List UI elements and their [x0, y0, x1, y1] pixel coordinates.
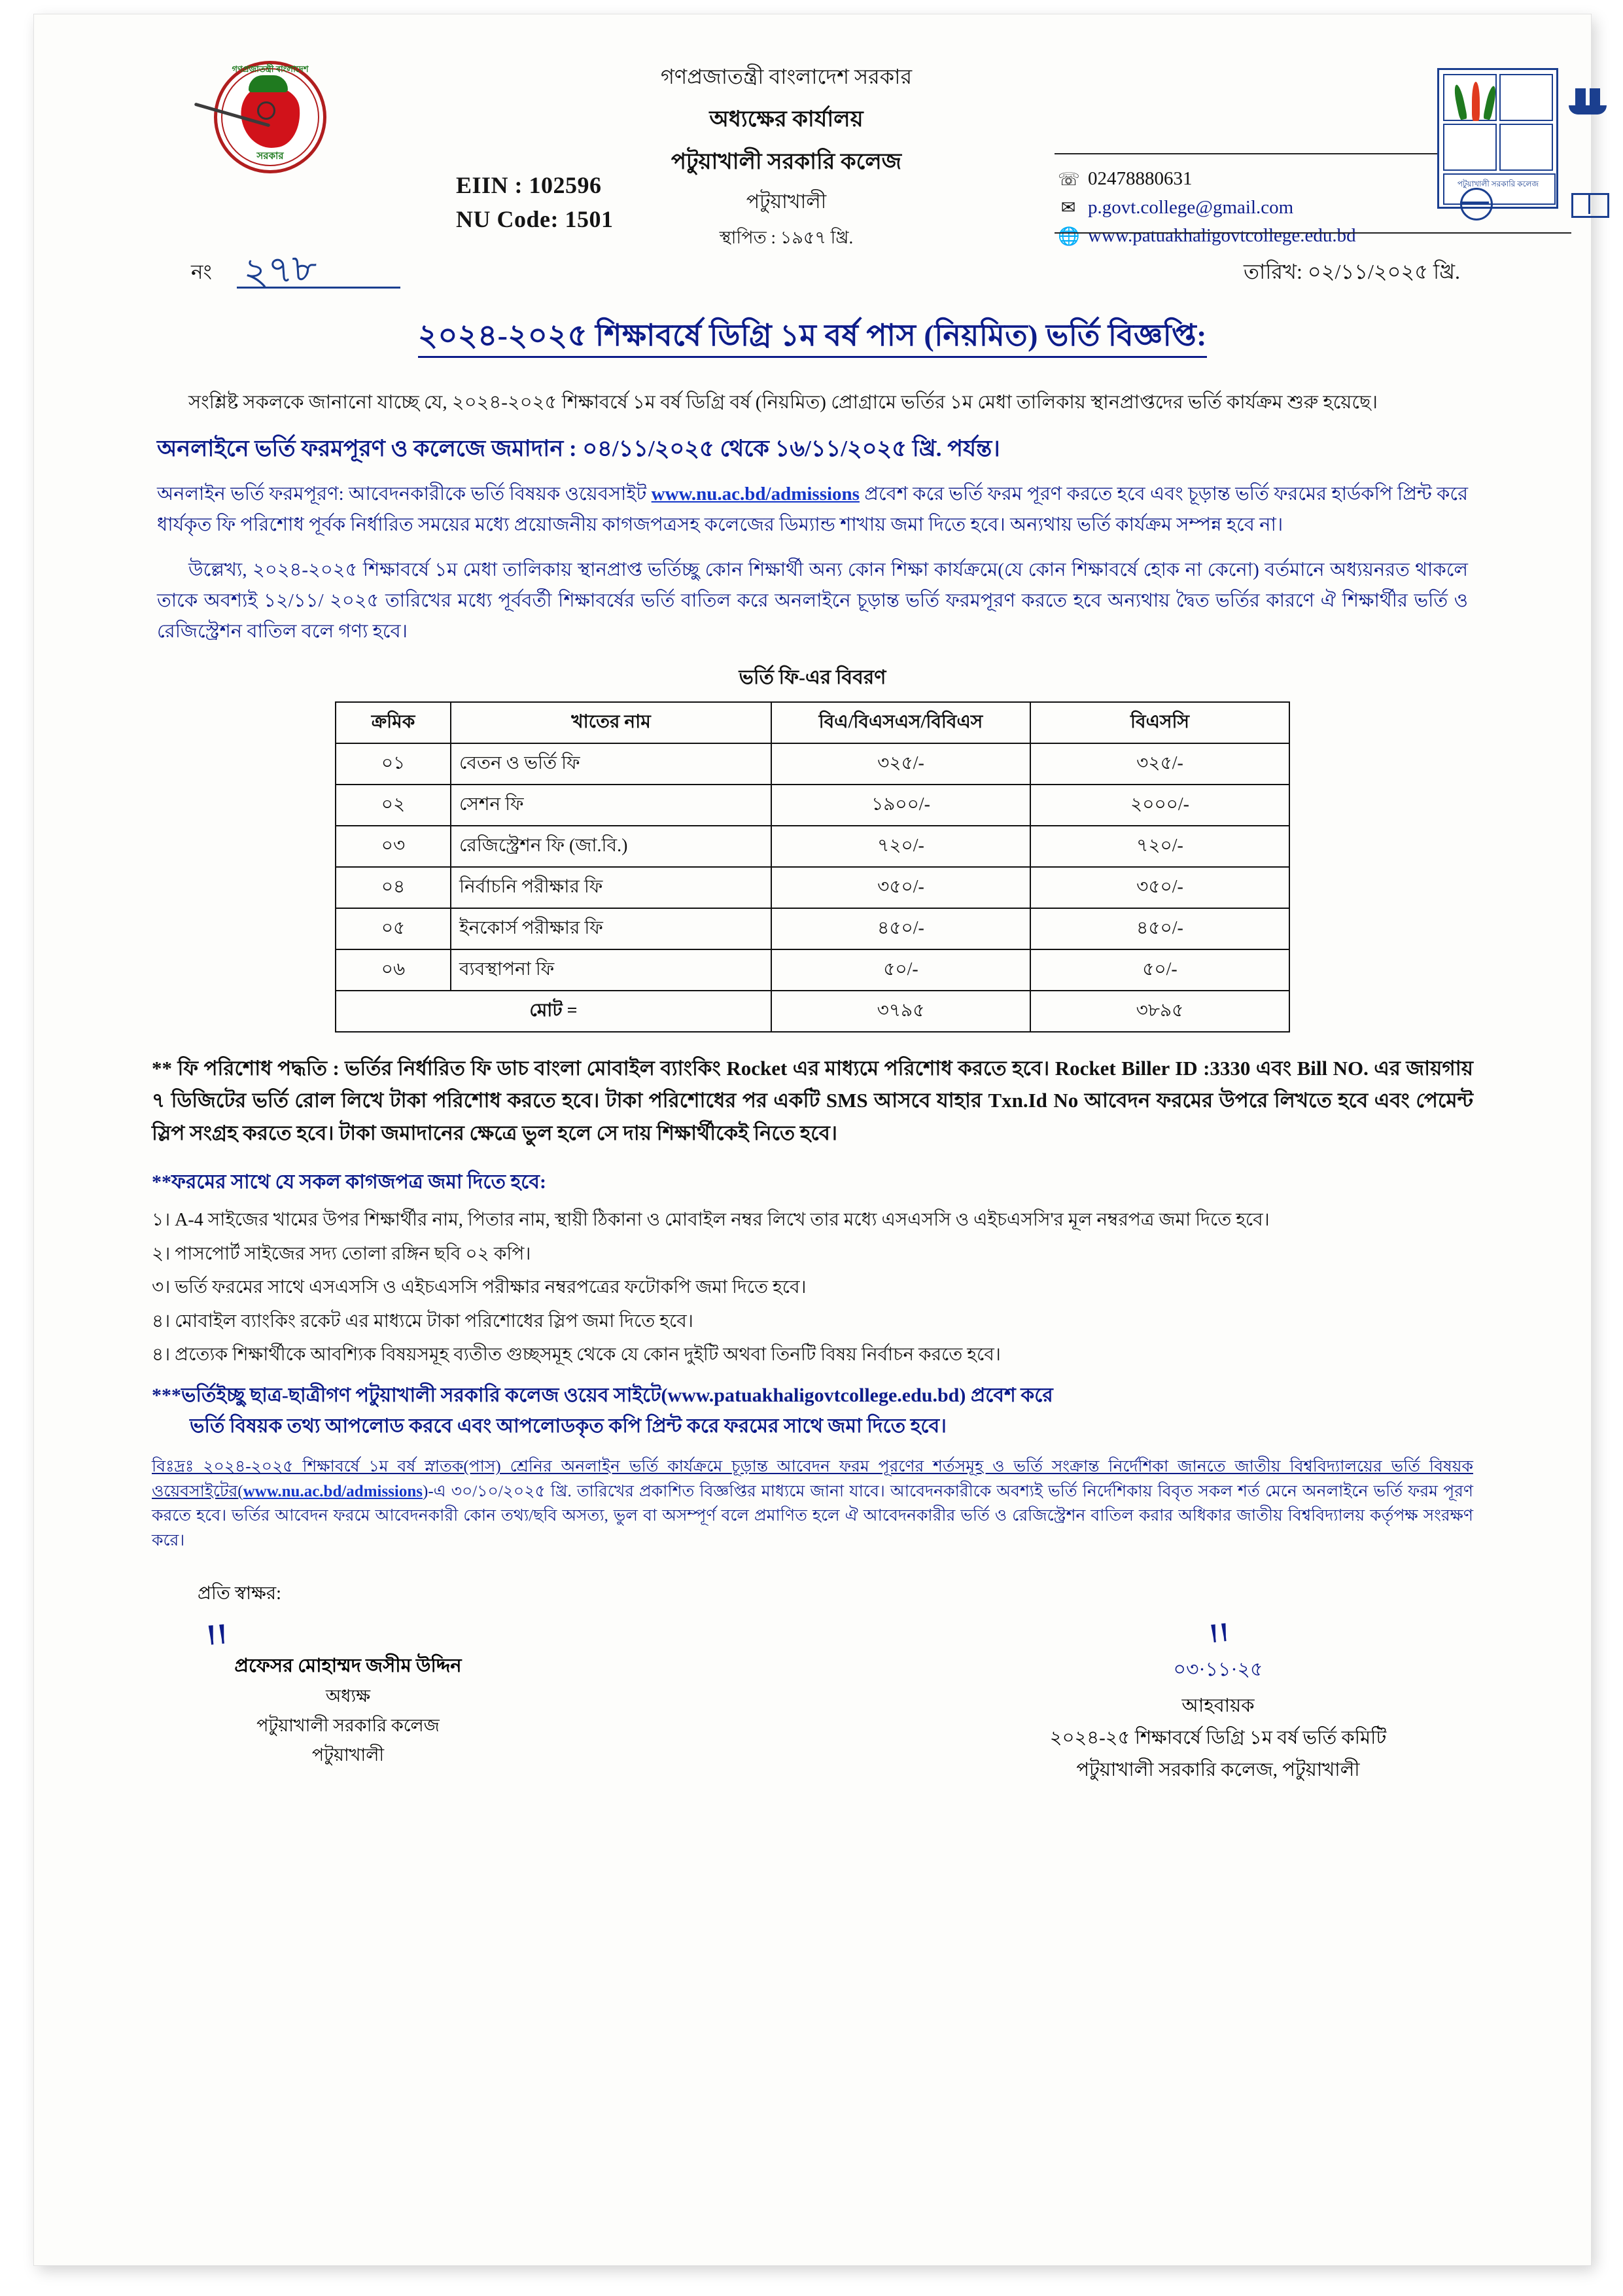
fee-row-bsc: ৩২৫/-	[1030, 743, 1289, 785]
fee-row-serial: ০১	[336, 743, 451, 785]
fee-row-name: ইনকোর্স পরীক্ষার ফি	[451, 908, 771, 949]
online-form-text-b: প্রবেশ করে ভর্তি ফরম পূরণ করতে হবে এবং চূড়ান্ত ভর্তি ফরমের হার্ডকপি প্রিন্ট করে ধার্যকৃত ফি পরিশোধ পূর্বক নির্ধারিত সময়ের মধ্যে প্রয়োজনীয় কাগজপত্রসহ কলেজের ডিম্যান্ড শাখায় জমা দিতে হবে। অন্যথায় ভর্তি কার্যক্রম সম্পন্ন হবে না।	[157, 483, 1469, 535]
bangladesh-government-emblem-icon	[201, 57, 338, 178]
payment-line2-d: এর জায়গায় ৭ ডিজিটের ভর্তি রোল লিখে টাকা পরিশোধ করতে হবে।	[152, 1056, 1473, 1112]
list-item: ১। A-4 সাইজের খামের উপর শিক্ষার্থীর নাম, পিতার নাম, স্থায়ী ঠিকানা ও মোবাইল নম্বর লিখে তার মধ্যে এসএসসি ও এইচএসসি'র মূল নম্বরপত্র জমা দিতে হবে।	[152, 1210, 1270, 1231]
principal-signature-block	[178, 1579, 518, 1771]
payment-line3-b: আসবে যাহার	[867, 1089, 988, 1112]
fee-table-caption: ভর্তি ফি-এর বিবরণ	[739, 666, 886, 688]
notice-body	[80, 387, 1545, 1033]
office-line: অধ্যক্ষের কার্যালয়	[709, 107, 864, 132]
table-row	[336, 785, 1289, 826]
fee-col-serial: ক্রমিক	[336, 702, 451, 743]
fee-col-bsc: বিএসসি	[1030, 702, 1289, 743]
fee-table-total-row	[336, 991, 1289, 1032]
fee-row-bsc: ৩৫০/-	[1030, 867, 1289, 908]
payment-line2-b: এবং	[1250, 1056, 1297, 1080]
college-name-line: পটুয়াখালী সরকারি কলেজ	[671, 150, 902, 174]
fee-total-bsc: ৩৮৯৫	[1030, 991, 1289, 1032]
eiin-label: EIIN : 102596	[456, 172, 602, 198]
college-logo-icon	[1437, 68, 1558, 209]
payment-line3-c: আবেদন ফরমের উপরে লিখতে হবে এবং পেমেন্ট স্লিপ সংগ্রহ করতে হবে। টাকা জমাদানের ক্ষেত্রে ভুল হলে সে দায় শিক্ষার্থীকেই নিতে হবে।	[152, 1089, 1474, 1144]
fee-row-name: ব্যবস্থাপনা ফি	[451, 949, 771, 991]
fee-row-serial: ০৫	[336, 908, 451, 949]
notes-section	[80, 1052, 1545, 1553]
web-note-line2: ভর্তি বিষয়ক তথ্য আপলোড করবে এবং আপলোডকৃত কপি প্রিন্ট করে ফরমের সাথে জমা দিতে হবে।	[190, 1415, 947, 1437]
sms-label: SMS	[826, 1089, 868, 1112]
bill-no-label: Bill NO.	[1297, 1056, 1369, 1080]
txnid-label: Txn.Id No	[988, 1089, 1079, 1112]
fee-row-serial: ০২	[336, 785, 451, 826]
payment-instructions	[152, 1052, 1473, 1150]
documents-list	[152, 1206, 1473, 1369]
signature-area	[80, 1579, 1545, 1795]
nu-admissions-footnote-link[interactable]: www.nu.ac.bd/admissions	[243, 1482, 423, 1500]
fee-row-bsc: ৭২০/-	[1030, 826, 1289, 867]
payment-line3-a: টাকা পরিশোধের পর একটি	[605, 1089, 826, 1112]
memo-number-underline	[237, 287, 400, 289]
college-website-note	[152, 1381, 1473, 1441]
fee-table	[335, 701, 1290, 1033]
fee-table-header-row	[336, 702, 1289, 743]
memo-number-label: নং	[191, 260, 212, 283]
fee-row-serial: ০৬	[336, 949, 451, 991]
online-form-text-a: অনলাইন ভর্তি ফরমপূরণ: আবেদনকারীকে ভর্তি বিষয়ক ওয়েবসাইট	[157, 483, 647, 504]
fee-total-ba: ৩৭৯৫	[771, 991, 1030, 1032]
email-address[interactable]: p.govt.college@gmail.com	[1088, 196, 1294, 218]
nu-admissions-link[interactable]: www.nu.ac.bd/admissions	[651, 483, 860, 504]
payment-line1-a: ** ফি পরিশোধ পদ্ধতি : ভর্তির নির্ধারিত ফি ডাচ বাংলা মোবাইল ব্যাংকিং	[152, 1056, 727, 1080]
place-line: পটুয়াখালী	[746, 191, 827, 213]
fee-row-bsc: ৪৫০/-	[1030, 908, 1289, 949]
established-line: স্থাপিত : ১৯৫৭ খ্রি.	[719, 228, 854, 247]
fee-row-name: সেশন ফি	[451, 785, 771, 826]
convener-signature-block	[969, 1618, 1467, 1787]
table-row	[336, 826, 1289, 867]
web-note-text-b: ) প্রবেশ করে	[959, 1385, 1053, 1407]
government-line: গণপ্রজাতন্ত্রী বাংলাদেশ সরকার	[660, 65, 913, 88]
fee-row-bsc: ৫০/-	[1030, 949, 1289, 991]
admission-dates-line: অনলাইনে ভর্তি ফরমপূরণ ও কলেজে জমাদান : ০৪/১১/২০২৫ থেকে ১৬/১১/২০২৫ খ্রি. পর্যন্ত।	[157, 435, 1000, 461]
contact-block	[1058, 165, 1356, 251]
college-website-link[interactable]: www.patuakhaligovtcollege.edu.bd	[667, 1385, 960, 1407]
memo-date: তারিখ: ০২/১১/২০২৫ খ্রি.	[1243, 260, 1460, 283]
convener-org: পটুয়াখালী সরকারি কলেজ, পটুয়াখালী	[1076, 1759, 1360, 1781]
principal-signature-mark: ꞋꞋ	[203, 1617, 228, 1663]
principal-org: পটুয়াখালী সরকারি কলেজ	[256, 1716, 440, 1736]
convener-signature-date: ০৩·১১·২৫	[1173, 1659, 1263, 1681]
fee-col-name: খাতের নাম	[451, 702, 771, 743]
fee-col-ba: বিএ/বিএসএস/বিবিএস	[771, 702, 1030, 743]
contact-divider-bottom	[1055, 232, 1571, 234]
website-address[interactable]: www.patuakhaligovtcollege.edu.bd	[1088, 225, 1356, 246]
phone-number: 02478880631	[1088, 168, 1193, 189]
footnote-block	[152, 1455, 1473, 1553]
paragraph-online-form	[157, 479, 1468, 540]
letterhead	[80, 41, 1545, 247]
list-item: ২। পাসপোর্ট সাইজের সদ্য তোলা রঙ্গিন ছবি ০২ কপি।	[152, 1243, 531, 1264]
mail-icon: ✉	[1060, 198, 1076, 217]
page-title	[80, 313, 1545, 362]
emblem-bottom-text: সরকার	[256, 151, 284, 162]
emblem-top-text: গণপ্রজাতন্ত্রী বাংলাদেশ	[232, 64, 309, 74]
fee-row-serial: ০৪	[336, 867, 451, 908]
memo-number-value: ২৭৮	[241, 245, 319, 294]
paragraph-dual-admission: উল্লেখ্য, ২০২৪-২০২৫ শিক্ষাবর্ষে ১ম মেধা তালিকায় স্থানপ্রাপ্ত ভর্তিচ্ছু কোন শিক্ষার্থী অন্য কোন শিক্ষা কার্যক্রমে(যে কোন শিক্ষাবর্ষে হোক না কেনো) বর্তমানে অধ্যয়নরত থাকলে তাকে অবশ্যই ১২/১১/ ২০২৫ তারিখের মধ্যে পূর্ববর্তী শিক্ষাবর্ষের ভর্তি বাতিল করে অনলাইনে চূড়ান্ত ভর্তি ফরমপূরণ করতে হবে অন্যথায় দ্বৈত ভর্তির কারণে ঐ শিক্ষার্থীর ভর্তি ও রেজিস্ট্রেশন বাতিল বলে গণ্য হবে।	[157, 559, 1468, 642]
header-center-block	[577, 60, 996, 254]
fee-row-name: নির্বাচনি পরীক্ষার ফি	[451, 867, 771, 908]
convener-committee: ২০২৪-২৫ শিক্ষাবর্ষে ডিগ্রি ১ম বর্ষ ভর্তি কমিটি	[1049, 1727, 1387, 1749]
page-title-text: ২০২৪-২০২৫ শিক্ষাবর্ষে ডিগ্রি ১ম বর্ষ পাস (নিয়মিত) ভর্তি বিজ্ঞপ্তি:	[418, 319, 1207, 358]
footnote-text-a: বিঃদ্রঃ ২০২৪-২০২৫ শিক্ষাবর্ষে ১ম বর্ষ স্নাতক(পাস) শ্রেনির অনলাইন ভর্তি কার্যক্রমে চূড়ান্ত আবেদন ফরম পূরণের শর্তসমূহ ও ভর্তি সংক্রান্ত নির্দেশিকা জানতে জাতীয় বিশ্ববিদ্যালয়ের ভর্তি বিষয়ক ওয়েবসাইটের(	[152, 1458, 1473, 1500]
fee-total-label: মোট =	[336, 991, 771, 1032]
convener-role: আহবায়ক	[1181, 1695, 1255, 1717]
payment-line1-b: এর মাধ্যমে পরিশোধ করতে হবে।	[787, 1056, 1050, 1080]
web-note-text-a: ***ভর্তিইচ্ছু ছাত্র-ছাত্রীগণ পটুয়াখালী সরকারি কলেজ ওয়েব সাইটে(	[152, 1385, 668, 1407]
phone-icon: ☏	[1058, 169, 1080, 189]
fee-row-ba: ৫০/-	[771, 949, 1030, 991]
countersign-label: প্রতি স্বাক্ষর:	[198, 1583, 281, 1604]
principal-name: প্রফেসর মোহাম্মদ জসীম উদ্দিন	[234, 1655, 462, 1677]
nu-code-label: NU Code: 1501	[456, 206, 614, 233]
fee-row-name: রেজিস্ট্রেশন ফি (জা.বি.)	[451, 826, 771, 867]
rocket-label: Rocket	[726, 1056, 788, 1080]
globe-icon: 🌐	[1058, 226, 1080, 246]
fee-row-ba: ৩৫০/-	[771, 867, 1030, 908]
table-row	[336, 949, 1289, 991]
fee-row-name: বেতন ও ভর্তি ফি	[451, 743, 771, 785]
payment-biller-id: Rocket Biller ID :3330	[1055, 1056, 1251, 1080]
principal-place: পটুয়াখালী	[311, 1745, 385, 1765]
fee-row-ba: ৪৫০/-	[771, 908, 1030, 949]
table-row	[336, 908, 1289, 949]
college-logo-band-text: পটুয়াখালী সরকারি কলেজ	[1457, 179, 1539, 188]
paragraph-intro: সংশ্লিষ্ট সকলকে জানানো যাচ্ছে যে, ২০২৪-২০২৫ শিক্ষাবর্ষে ১ম বর্ষ ডিগ্রি বর্ষ (নিয়মিত) প্রোগ্রামে ভর্তির ১ম মেধা তালিকায় স্থানপ্রাপ্তদের ভর্তি কার্যক্রম শুরু হয়েছে।	[188, 392, 1378, 413]
table-row	[336, 743, 1289, 785]
documents-heading: **ফরমের সাথে যে সকল কাগজপত্র জমা দিতে হবে:	[152, 1171, 546, 1193]
footnote-text-b: )-এ ৩০/১০/২০২৫ খ্রি. তারিখের প্রকাশিত বিজ্ঞপ্তির মাধ্যমে জানা যাবে। আবেদনকারীকে অবশ্যই ভর্তি নির্দেশিকায় বিবৃত সকল শর্ত মেনে অনলাইনে ভর্তি ফরম পূরণ করতে হবে। ভর্তির আবেদন ফরমে আবেদনকারী কোন তথ্য/ছবি অসত্য, ভুল বা অসম্পূর্ণ বলে প্রমাণিত হলে ঐ আবেদনকারীর ভর্তি ও রেজিস্ট্রেশন বাতিল করার অধিকার জাতীয় বিশ্ববিদ্যালয় কর্তৃপক্ষ সংরক্ষণ করে।	[152, 1482, 1473, 1549]
convener-signature-mark: ꞋꞋ	[1206, 1617, 1230, 1659]
list-item: ৪। প্রত্যেক শিক্ষার্থীকে আবশ্যিক বিষয়সমূহ ব্যতীত গুচ্ছসমূহ থেকে যে কোন দুইটি অথবা তিনটি বিষয় নির্বাচন করতে হবে।	[152, 1344, 1001, 1365]
memo-row	[80, 239, 1545, 298]
fee-row-ba: ৭২০/-	[771, 826, 1030, 867]
list-item: ৪। মোবাইল ব্যাংকিং রকেট এর মাধ্যমে টাকা পরিশোধের স্লিপ জমা দিতে হবে।	[152, 1311, 693, 1332]
fee-row-ba: ৩২৫/-	[771, 743, 1030, 785]
principal-role: অধ্যক্ষ	[325, 1686, 371, 1706]
table-row	[336, 867, 1289, 908]
fee-row-bsc: ২০০০/-	[1030, 785, 1289, 826]
notice-sheet	[34, 14, 1591, 2265]
fee-row-serial: ০৩	[336, 826, 451, 867]
fee-row-ba: ১৯০০/-	[771, 785, 1030, 826]
list-item: ৩। ভর্তি ফরমের সাথে এসএসসি ও এইচএসসি পরীক্ষার নম্বরপত্রের ফটোকপি জমা দিতে হবে।	[152, 1277, 807, 1298]
